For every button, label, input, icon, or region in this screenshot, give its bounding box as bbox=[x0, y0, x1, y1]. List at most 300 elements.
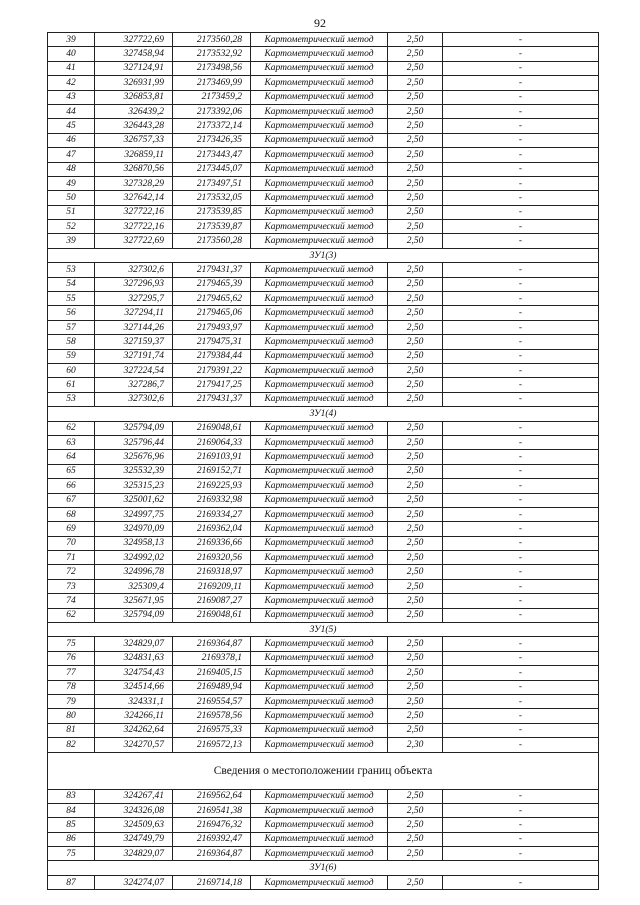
accuracy-cell: 2,50 bbox=[388, 119, 443, 133]
accuracy-cell: 2,50 bbox=[388, 875, 443, 889]
x-coordinate-cell: 327159,37 bbox=[95, 335, 173, 349]
point-number-cell: 74 bbox=[48, 594, 95, 608]
y-coordinate-cell: 2179475,31 bbox=[173, 335, 251, 349]
method-cell: Картометрический метод bbox=[251, 637, 388, 651]
y-coordinate-cell: 2173443,47 bbox=[173, 148, 251, 162]
y-coordinate-cell: 2173539,85 bbox=[173, 205, 251, 219]
point-number-cell: 66 bbox=[48, 479, 95, 493]
description-cell: - bbox=[443, 320, 599, 334]
method-cell: Картометрический метод bbox=[251, 723, 388, 737]
table-row bbox=[48, 176, 599, 190]
x-coordinate-cell: 325315,23 bbox=[95, 479, 173, 493]
section-heading-row bbox=[48, 752, 599, 789]
description-cell: - bbox=[443, 292, 599, 306]
y-coordinate-cell: 2179391,22 bbox=[173, 363, 251, 377]
x-coordinate-cell: 327722,69 bbox=[95, 234, 173, 248]
coordinates-table-body bbox=[48, 33, 599, 890]
table-row bbox=[48, 421, 599, 435]
point-number-cell: 75 bbox=[48, 637, 95, 651]
y-coordinate-cell: 2173498,56 bbox=[173, 61, 251, 75]
y-coordinate-cell: 2173372,14 bbox=[173, 119, 251, 133]
y-coordinate-cell: 2169152,71 bbox=[173, 464, 251, 478]
point-number-cell: 49 bbox=[48, 176, 95, 190]
method-cell: Картометрический метод bbox=[251, 536, 388, 550]
table-row bbox=[48, 507, 599, 521]
method-cell: Картометрический метод bbox=[251, 392, 388, 406]
table-row bbox=[48, 522, 599, 536]
table-row bbox=[48, 61, 599, 75]
point-number-cell: 64 bbox=[48, 450, 95, 464]
point-number-cell: 50 bbox=[48, 191, 95, 205]
method-cell: Картометрический метод bbox=[251, 263, 388, 277]
point-number-cell: 56 bbox=[48, 306, 95, 320]
accuracy-cell: 2,50 bbox=[388, 832, 443, 846]
method-cell: Картометрический метод bbox=[251, 320, 388, 334]
point-number-cell: 63 bbox=[48, 435, 95, 449]
description-cell: - bbox=[443, 421, 599, 435]
x-coordinate-cell: 324267,41 bbox=[95, 789, 173, 803]
description-cell: - bbox=[443, 176, 599, 190]
table-row bbox=[48, 133, 599, 147]
accuracy-cell: 2,50 bbox=[388, 637, 443, 651]
y-coordinate-cell: 2169489,94 bbox=[173, 680, 251, 694]
accuracy-cell: 2,50 bbox=[388, 292, 443, 306]
accuracy-cell: 2,50 bbox=[388, 133, 443, 147]
accuracy-cell: 2,50 bbox=[388, 162, 443, 176]
x-coordinate-cell: 327295,7 bbox=[95, 292, 173, 306]
accuracy-cell: 2,50 bbox=[388, 847, 443, 861]
y-coordinate-cell: 2169476,32 bbox=[173, 818, 251, 832]
y-coordinate-cell: 2179465,39 bbox=[173, 277, 251, 291]
point-number-cell: 86 bbox=[48, 832, 95, 846]
description-cell: - bbox=[443, 306, 599, 320]
y-coordinate-cell: 2173560,28 bbox=[173, 33, 251, 47]
method-cell: Картометрический метод bbox=[251, 162, 388, 176]
x-coordinate-cell: 326931,99 bbox=[95, 76, 173, 90]
description-cell: - bbox=[443, 579, 599, 593]
x-coordinate-cell: 327124,91 bbox=[95, 61, 173, 75]
description-cell: - bbox=[443, 522, 599, 536]
description-cell: - bbox=[443, 277, 599, 291]
accuracy-cell: 2,50 bbox=[388, 789, 443, 803]
description-cell: - bbox=[443, 435, 599, 449]
method-cell: Картометрический метод bbox=[251, 435, 388, 449]
y-coordinate-cell: 2179384,44 bbox=[173, 349, 251, 363]
method-cell: Картометрический метод bbox=[251, 61, 388, 75]
table-row bbox=[48, 493, 599, 507]
accuracy-cell: 2,50 bbox=[388, 694, 443, 708]
method-cell: Картометрический метод bbox=[251, 594, 388, 608]
table-row bbox=[48, 666, 599, 680]
table-row bbox=[48, 47, 599, 61]
point-number-cell: 62 bbox=[48, 608, 95, 622]
description-cell: - bbox=[443, 76, 599, 90]
point-number-cell: 72 bbox=[48, 565, 95, 579]
point-number-cell: 55 bbox=[48, 292, 95, 306]
accuracy-cell: 2,50 bbox=[388, 507, 443, 521]
y-coordinate-cell: 2169541,38 bbox=[173, 803, 251, 817]
x-coordinate-cell: 325796,44 bbox=[95, 435, 173, 449]
point-number-cell: 75 bbox=[48, 847, 95, 861]
y-coordinate-cell: 2179431,37 bbox=[173, 263, 251, 277]
point-number-cell: 71 bbox=[48, 551, 95, 565]
table-row bbox=[48, 450, 599, 464]
section-heading: Сведения о местоположении границ объекта bbox=[48, 752, 599, 789]
table-row bbox=[48, 363, 599, 377]
method-cell: Картометрический метод bbox=[251, 651, 388, 665]
method-cell: Картометрический метод bbox=[251, 493, 388, 507]
page-number: 92 bbox=[314, 16, 326, 30]
description-cell: - bbox=[443, 205, 599, 219]
accuracy-cell: 2,50 bbox=[388, 579, 443, 593]
method-cell: Картометрический метод bbox=[251, 464, 388, 478]
y-coordinate-cell: 2169087,27 bbox=[173, 594, 251, 608]
method-cell: Картометрический метод bbox=[251, 119, 388, 133]
table-row bbox=[48, 306, 599, 320]
description-cell: - bbox=[443, 47, 599, 61]
table-row bbox=[48, 148, 599, 162]
point-number-cell: 62 bbox=[48, 421, 95, 435]
point-number-cell: 76 bbox=[48, 651, 95, 665]
description-cell: - bbox=[443, 61, 599, 75]
method-cell: Картометрический метод bbox=[251, 234, 388, 248]
table-row bbox=[48, 378, 599, 392]
table-row bbox=[48, 205, 599, 219]
method-cell: Картометрический метод bbox=[251, 176, 388, 190]
table-row bbox=[48, 104, 599, 118]
method-cell: Картометрический метод bbox=[251, 479, 388, 493]
accuracy-cell: 2,50 bbox=[388, 565, 443, 579]
point-number-cell: 83 bbox=[48, 789, 95, 803]
description-cell: - bbox=[443, 335, 599, 349]
table-row bbox=[48, 694, 599, 708]
accuracy-cell: 2,50 bbox=[388, 392, 443, 406]
y-coordinate-cell: 2169048,61 bbox=[173, 608, 251, 622]
y-coordinate-cell: 2169103,91 bbox=[173, 450, 251, 464]
x-coordinate-cell: 324829,07 bbox=[95, 847, 173, 861]
x-coordinate-cell: 324270,57 bbox=[95, 738, 173, 752]
table-row bbox=[48, 76, 599, 90]
accuracy-cell: 2,50 bbox=[388, 47, 443, 61]
accuracy-cell: 2,50 bbox=[388, 61, 443, 75]
description-cell: - bbox=[443, 349, 599, 363]
accuracy-cell: 2,50 bbox=[388, 33, 443, 47]
point-number-cell: 59 bbox=[48, 349, 95, 363]
point-number-cell: 39 bbox=[48, 234, 95, 248]
description-cell: - bbox=[443, 104, 599, 118]
point-number-cell: 43 bbox=[48, 90, 95, 104]
point-number-cell: 81 bbox=[48, 723, 95, 737]
point-number-cell: 65 bbox=[48, 464, 95, 478]
point-number-cell: 61 bbox=[48, 378, 95, 392]
description-cell: - bbox=[443, 363, 599, 377]
y-coordinate-cell: 2179417,25 bbox=[173, 378, 251, 392]
method-cell: Картометрический метод bbox=[251, 694, 388, 708]
x-coordinate-cell: 324749,79 bbox=[95, 832, 173, 846]
accuracy-cell: 2,50 bbox=[388, 479, 443, 493]
table-row bbox=[48, 349, 599, 363]
method-cell: Картометрический метод bbox=[251, 292, 388, 306]
y-coordinate-cell: 2179493,97 bbox=[173, 320, 251, 334]
point-number-cell: 54 bbox=[48, 277, 95, 291]
point-number-cell: 46 bbox=[48, 133, 95, 147]
y-coordinate-cell: 2169334,27 bbox=[173, 507, 251, 521]
y-coordinate-cell: 2169318,97 bbox=[173, 565, 251, 579]
x-coordinate-cell: 324829,07 bbox=[95, 637, 173, 651]
method-cell: Картометрический метод bbox=[251, 666, 388, 680]
y-coordinate-cell: 2169336,66 bbox=[173, 536, 251, 550]
method-cell: Картометрический метод bbox=[251, 148, 388, 162]
description-cell: - bbox=[443, 464, 599, 478]
x-coordinate-cell: 327286,7 bbox=[95, 378, 173, 392]
method-cell: Картометрический метод bbox=[251, 349, 388, 363]
method-cell: Картометрический метод bbox=[251, 709, 388, 723]
method-cell: Картометрический метод bbox=[251, 847, 388, 861]
table-row bbox=[48, 803, 599, 817]
method-cell: Картометрический метод bbox=[251, 335, 388, 349]
table-row bbox=[48, 90, 599, 104]
accuracy-cell: 2,50 bbox=[388, 651, 443, 665]
method-cell: Картометрический метод bbox=[251, 191, 388, 205]
method-cell: Картометрический метод bbox=[251, 205, 388, 219]
x-coordinate-cell: 327294,11 bbox=[95, 306, 173, 320]
description-cell: - bbox=[443, 191, 599, 205]
x-coordinate-cell: 325794,09 bbox=[95, 608, 173, 622]
point-number-cell: 70 bbox=[48, 536, 95, 550]
x-coordinate-cell: 326870,56 bbox=[95, 162, 173, 176]
point-number-cell: 78 bbox=[48, 680, 95, 694]
table-row bbox=[48, 832, 599, 846]
y-coordinate-cell: 2179431,37 bbox=[173, 392, 251, 406]
table-row bbox=[48, 551, 599, 565]
parcel-label: ЗУ1(4) bbox=[48, 407, 599, 421]
x-coordinate-cell: 324514,66 bbox=[95, 680, 173, 694]
table-row bbox=[48, 33, 599, 47]
point-number-cell: 58 bbox=[48, 335, 95, 349]
y-coordinate-cell: 2169554,57 bbox=[173, 694, 251, 708]
accuracy-cell: 2,50 bbox=[388, 680, 443, 694]
table-row bbox=[48, 479, 599, 493]
description-cell: - bbox=[443, 818, 599, 832]
accuracy-cell: 2,30 bbox=[388, 738, 443, 752]
accuracy-cell: 2,50 bbox=[388, 76, 443, 90]
description-cell: - bbox=[443, 162, 599, 176]
table-row bbox=[48, 191, 599, 205]
table-row bbox=[48, 464, 599, 478]
y-coordinate-cell: 2179465,62 bbox=[173, 292, 251, 306]
parcel-label-row bbox=[48, 248, 599, 262]
accuracy-cell: 2,50 bbox=[388, 220, 443, 234]
method-cell: Картометрический метод bbox=[251, 450, 388, 464]
method-cell: Картометрический метод bbox=[251, 90, 388, 104]
point-number-cell: 48 bbox=[48, 162, 95, 176]
accuracy-cell: 2,50 bbox=[388, 493, 443, 507]
x-coordinate-cell: 325671,95 bbox=[95, 594, 173, 608]
accuracy-cell: 2,50 bbox=[388, 666, 443, 680]
y-coordinate-cell: 2173497,51 bbox=[173, 176, 251, 190]
table-row bbox=[48, 292, 599, 306]
y-coordinate-cell: 2173532,92 bbox=[173, 47, 251, 61]
y-coordinate-cell: 2169562,64 bbox=[173, 789, 251, 803]
table-row bbox=[48, 119, 599, 133]
y-coordinate-cell: 2169578,56 bbox=[173, 709, 251, 723]
x-coordinate-cell: 324266,11 bbox=[95, 709, 173, 723]
y-coordinate-cell: 2169225,93 bbox=[173, 479, 251, 493]
x-coordinate-cell: 326443,28 bbox=[95, 119, 173, 133]
point-number-cell: 60 bbox=[48, 363, 95, 377]
point-number-cell: 80 bbox=[48, 709, 95, 723]
description-cell: - bbox=[443, 651, 599, 665]
description-cell: - bbox=[443, 709, 599, 723]
accuracy-cell: 2,50 bbox=[388, 349, 443, 363]
method-cell: Картометрический метод bbox=[251, 507, 388, 521]
method-cell: Картометрический метод bbox=[251, 680, 388, 694]
x-coordinate-cell: 326757,33 bbox=[95, 133, 173, 147]
accuracy-cell: 2,50 bbox=[388, 277, 443, 291]
description-cell: - bbox=[443, 608, 599, 622]
x-coordinate-cell: 324262,64 bbox=[95, 723, 173, 737]
method-cell: Картометрический метод bbox=[251, 33, 388, 47]
accuracy-cell: 2,50 bbox=[388, 263, 443, 277]
x-coordinate-cell: 324754,43 bbox=[95, 666, 173, 680]
point-number-cell: 39 bbox=[48, 33, 95, 47]
description-cell: - bbox=[443, 479, 599, 493]
table-row bbox=[48, 594, 599, 608]
method-cell: Картометрический метод bbox=[251, 306, 388, 320]
description-cell: - bbox=[443, 378, 599, 392]
x-coordinate-cell: 324326,08 bbox=[95, 803, 173, 817]
accuracy-cell: 2,50 bbox=[388, 176, 443, 190]
x-coordinate-cell: 327722,16 bbox=[95, 205, 173, 219]
parcel-label-row bbox=[48, 623, 599, 637]
accuracy-cell: 2,50 bbox=[388, 723, 443, 737]
point-number-cell: 41 bbox=[48, 61, 95, 75]
parcel-label-row bbox=[48, 407, 599, 421]
description-cell: - bbox=[443, 875, 599, 889]
table-row bbox=[48, 738, 599, 752]
y-coordinate-cell: 2169320,56 bbox=[173, 551, 251, 565]
x-coordinate-cell: 327302,6 bbox=[95, 392, 173, 406]
method-cell: Картометрический метод bbox=[251, 608, 388, 622]
description-cell: - bbox=[443, 450, 599, 464]
x-coordinate-cell: 324970,09 bbox=[95, 522, 173, 536]
description-cell: - bbox=[443, 803, 599, 817]
accuracy-cell: 2,50 bbox=[388, 320, 443, 334]
accuracy-cell: 2,50 bbox=[388, 104, 443, 118]
method-cell: Картометрический метод bbox=[251, 551, 388, 565]
x-coordinate-cell: 327296,93 bbox=[95, 277, 173, 291]
point-number-cell: 57 bbox=[48, 320, 95, 334]
method-cell: Картометрический метод bbox=[251, 133, 388, 147]
x-coordinate-cell: 327458,94 bbox=[95, 47, 173, 61]
accuracy-cell: 2,50 bbox=[388, 191, 443, 205]
point-number-cell: 67 bbox=[48, 493, 95, 507]
table-row bbox=[48, 723, 599, 737]
y-coordinate-cell: 2169392,47 bbox=[173, 832, 251, 846]
y-coordinate-cell: 2173459,2 bbox=[173, 90, 251, 104]
accuracy-cell: 2,50 bbox=[388, 818, 443, 832]
description-cell: - bbox=[443, 694, 599, 708]
x-coordinate-cell: 325676,96 bbox=[95, 450, 173, 464]
x-coordinate-cell: 326859,11 bbox=[95, 148, 173, 162]
description-cell: - bbox=[443, 723, 599, 737]
table-row bbox=[48, 277, 599, 291]
x-coordinate-cell: 325309,4 bbox=[95, 579, 173, 593]
y-coordinate-cell: 2169572,13 bbox=[173, 738, 251, 752]
point-number-cell: 40 bbox=[48, 47, 95, 61]
point-number-cell: 85 bbox=[48, 818, 95, 832]
method-cell: Картометрический метод bbox=[251, 277, 388, 291]
accuracy-cell: 2,50 bbox=[388, 90, 443, 104]
y-coordinate-cell: 2179465,06 bbox=[173, 306, 251, 320]
x-coordinate-cell: 324274,07 bbox=[95, 875, 173, 889]
method-cell: Картометрический метод bbox=[251, 803, 388, 817]
accuracy-cell: 2,50 bbox=[388, 551, 443, 565]
table-row bbox=[48, 789, 599, 803]
y-coordinate-cell: 2169714,18 bbox=[173, 875, 251, 889]
y-coordinate-cell: 2169378,1 bbox=[173, 651, 251, 665]
method-cell: Картометрический метод bbox=[251, 76, 388, 90]
method-cell: Картометрический метод bbox=[251, 104, 388, 118]
x-coordinate-cell: 327224,54 bbox=[95, 363, 173, 377]
table-row bbox=[48, 818, 599, 832]
description-cell: - bbox=[443, 234, 599, 248]
accuracy-cell: 2,50 bbox=[388, 363, 443, 377]
y-coordinate-cell: 2169209,11 bbox=[173, 579, 251, 593]
accuracy-cell: 2,50 bbox=[388, 335, 443, 349]
x-coordinate-cell: 324958,13 bbox=[95, 536, 173, 550]
point-number-cell: 44 bbox=[48, 104, 95, 118]
x-coordinate-cell: 327642,14 bbox=[95, 191, 173, 205]
method-cell: Картометрический метод bbox=[251, 522, 388, 536]
point-number-cell: 69 bbox=[48, 522, 95, 536]
y-coordinate-cell: 2173469,99 bbox=[173, 76, 251, 90]
description-cell: - bbox=[443, 551, 599, 565]
x-coordinate-cell: 327144,26 bbox=[95, 320, 173, 334]
accuracy-cell: 2,50 bbox=[388, 205, 443, 219]
description-cell: - bbox=[443, 637, 599, 651]
x-coordinate-cell: 324509,63 bbox=[95, 818, 173, 832]
x-coordinate-cell: 327328,29 bbox=[95, 176, 173, 190]
y-coordinate-cell: 2173539,87 bbox=[173, 220, 251, 234]
table-row bbox=[48, 637, 599, 651]
x-coordinate-cell: 326439,2 bbox=[95, 104, 173, 118]
description-cell: - bbox=[443, 133, 599, 147]
point-number-cell: 53 bbox=[48, 392, 95, 406]
accuracy-cell: 2,50 bbox=[388, 608, 443, 622]
method-cell: Картометрический метод bbox=[251, 421, 388, 435]
y-coordinate-cell: 2169362,04 bbox=[173, 522, 251, 536]
table-row bbox=[48, 234, 599, 248]
table-row bbox=[48, 847, 599, 861]
x-coordinate-cell: 325001,62 bbox=[95, 493, 173, 507]
point-number-cell: 87 bbox=[48, 875, 95, 889]
description-cell: - bbox=[443, 666, 599, 680]
y-coordinate-cell: 2169405,15 bbox=[173, 666, 251, 680]
coordinates-table bbox=[47, 32, 599, 890]
description-cell: - bbox=[443, 263, 599, 277]
point-number-cell: 45 bbox=[48, 119, 95, 133]
description-cell: - bbox=[443, 493, 599, 507]
table-row bbox=[48, 608, 599, 622]
accuracy-cell: 2,50 bbox=[388, 234, 443, 248]
table-row bbox=[48, 536, 599, 550]
x-coordinate-cell: 327722,69 bbox=[95, 33, 173, 47]
table-row bbox=[48, 680, 599, 694]
accuracy-cell: 2,50 bbox=[388, 709, 443, 723]
parcel-label: ЗУ1(3) bbox=[48, 248, 599, 262]
x-coordinate-cell: 324997,75 bbox=[95, 507, 173, 521]
